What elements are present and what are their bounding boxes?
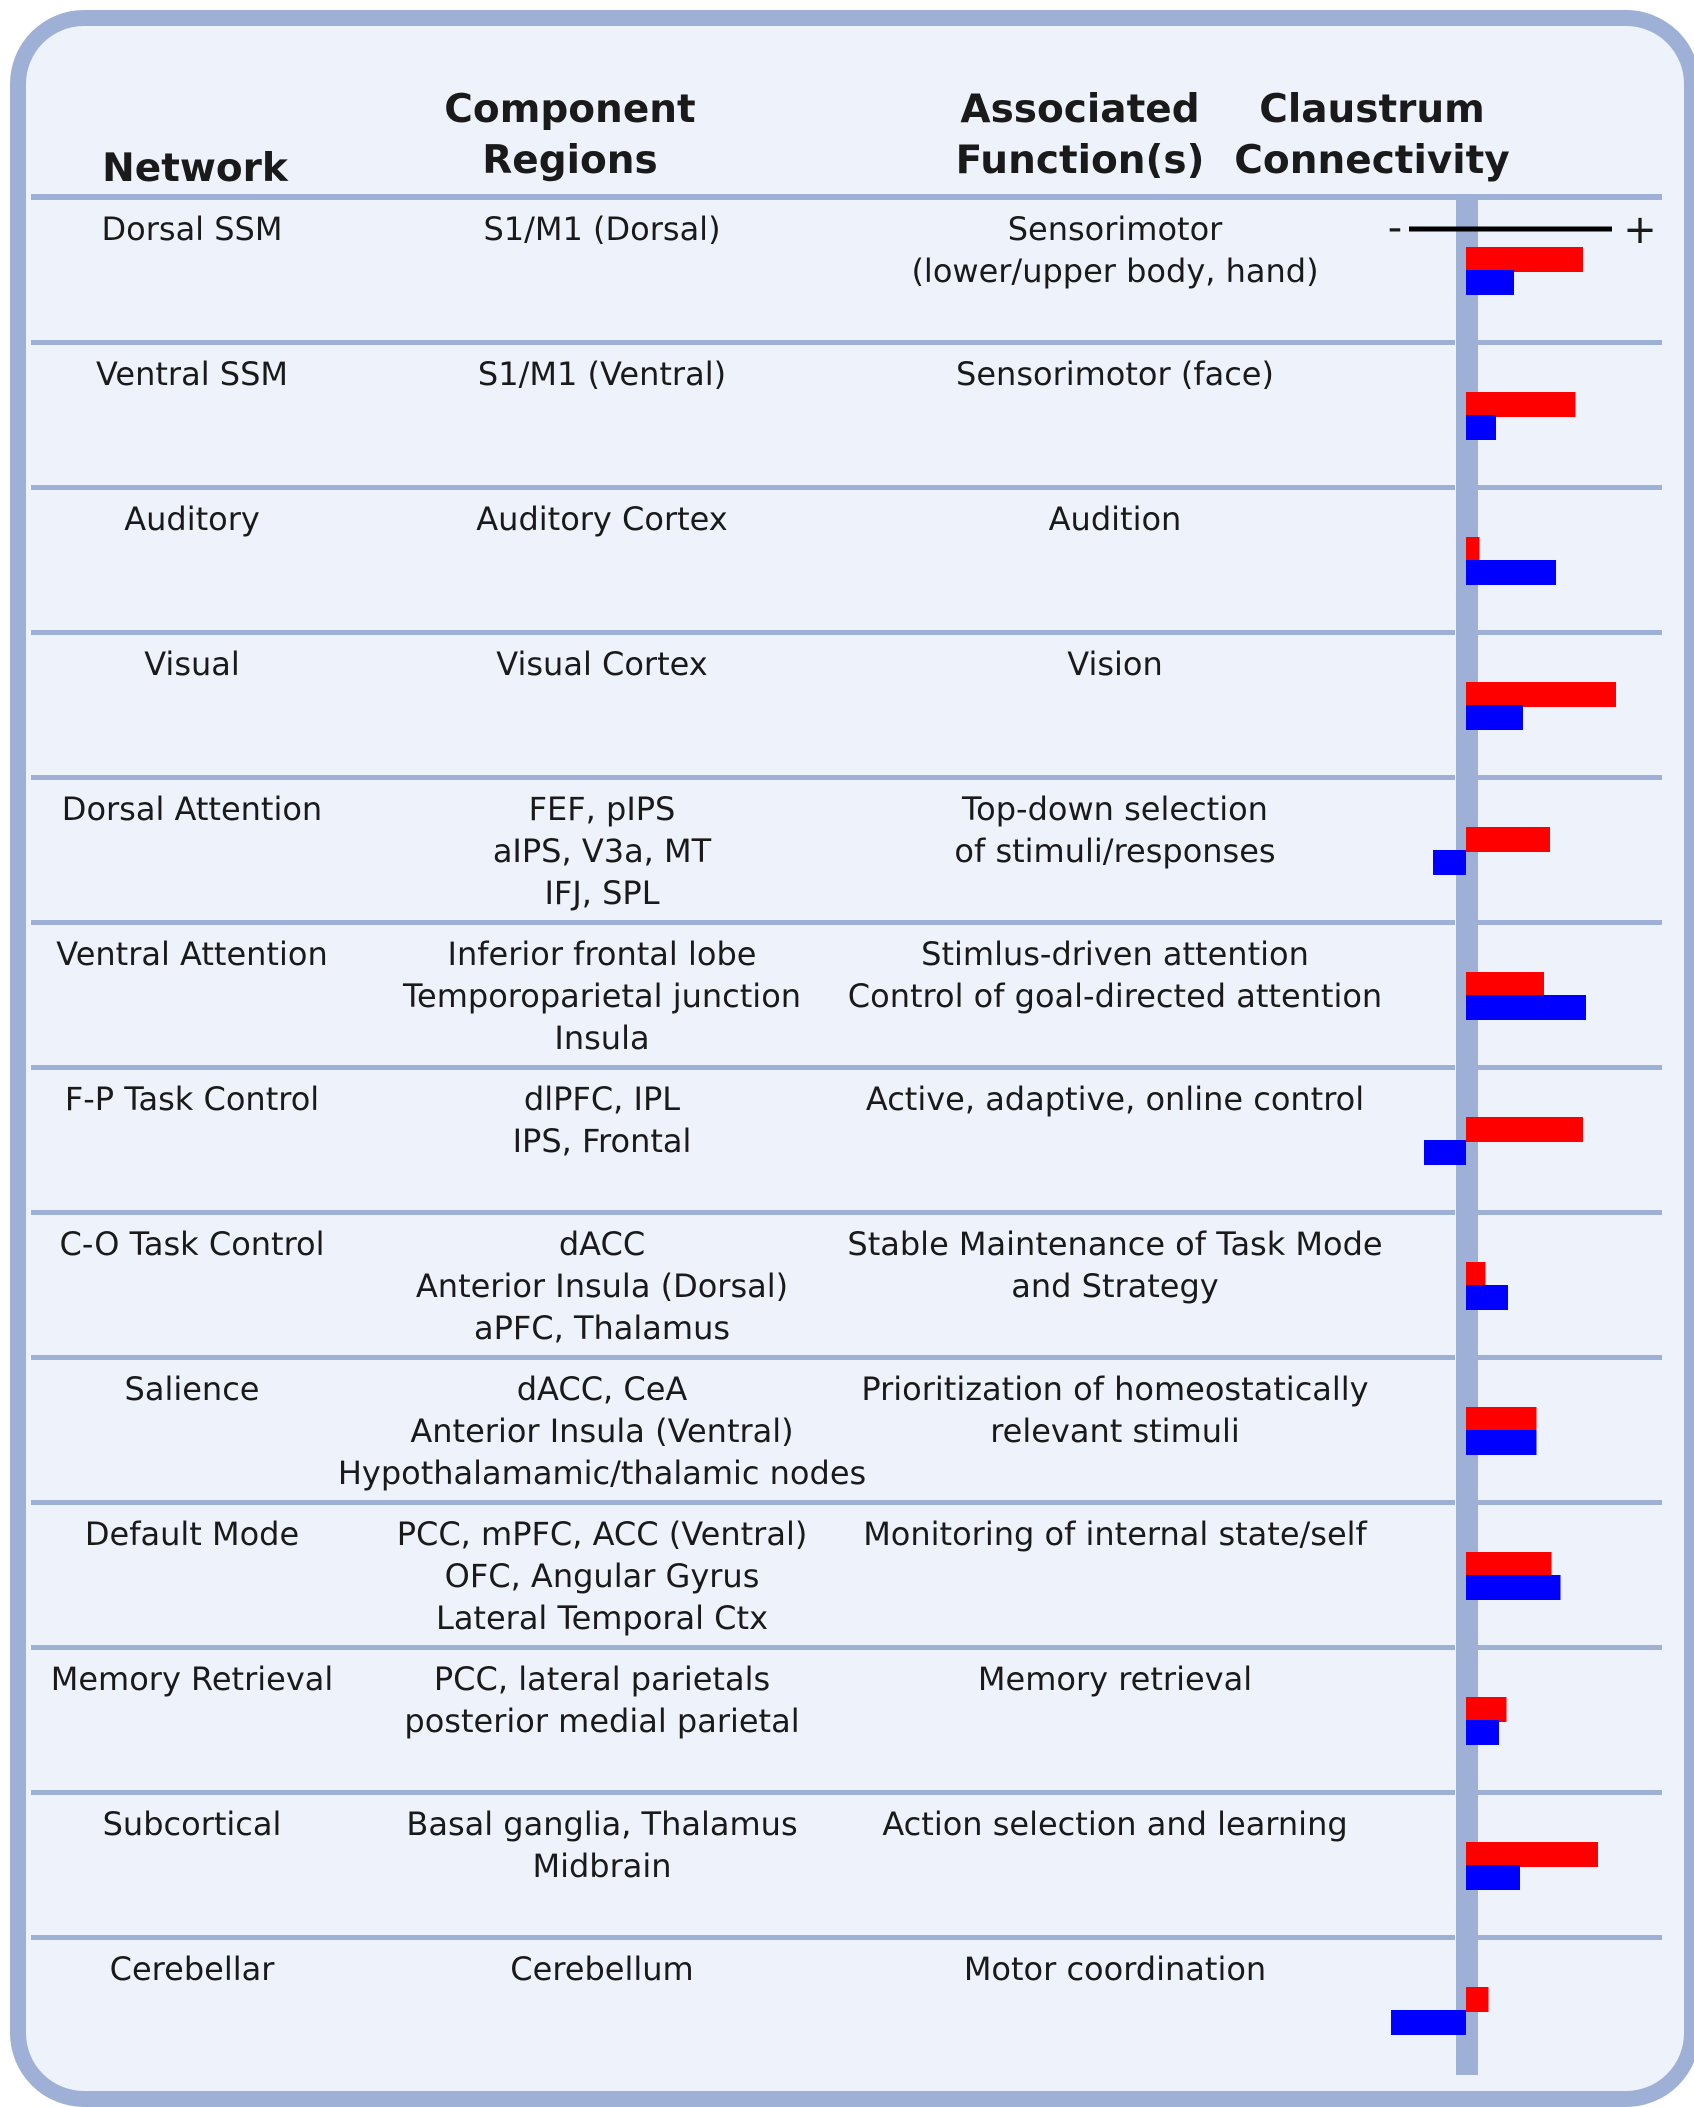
header-connectivity: Claustrum Connectivity [1234, 87, 1510, 183]
component-regions-line: Cerebellum [510, 1950, 694, 1988]
associated-functions-line: and Strategy [1011, 1267, 1219, 1305]
red-bar [1466, 1262, 1486, 1287]
red-bar [1466, 972, 1544, 997]
network-name-line: Default Mode [84, 1515, 300, 1553]
component-regions-line: dlPFC, IPL [523, 1080, 681, 1118]
component-regions-line: Anterior Insula (Dorsal) [415, 1267, 789, 1305]
associated-functions-line: Monitoring of internal state/self [863, 1515, 1367, 1553]
blue-bar [1466, 995, 1586, 1020]
header-functions: Associated Function(s) [955, 87, 1205, 183]
component-regions-line: posterior medial parietal [404, 1702, 800, 1740]
associated-functions-line: Memory retrieval [977, 1660, 1253, 1698]
blue-bar [1466, 1865, 1520, 1890]
associated-functions-line: Stable Maintenance of Task Mode [847, 1225, 1383, 1263]
blue-bar [1466, 705, 1523, 730]
associated-functions-line: (lower/upper body, hand) [911, 252, 1319, 290]
associated-functions-line: Prioritization of homeostatically [861, 1370, 1369, 1408]
component-regions-line: aPFC, Thalamus [473, 1309, 731, 1347]
component-regions-line: aIPS, V3a, MT [492, 832, 712, 870]
component-regions-line: PCC, mPFC, ACC (Ventral) [396, 1515, 808, 1553]
scale-plus-label: + [1623, 207, 1657, 253]
red-bar [1466, 1552, 1552, 1577]
header-network: Network [102, 146, 288, 191]
associated-functions-line: Control of goal-directed attention [847, 977, 1383, 1015]
component-regions-line: Anterior Insula (Ventral) [410, 1412, 794, 1450]
associated-functions-line: Stimlus-driven attention [921, 935, 1309, 973]
red-bar [1466, 682, 1616, 707]
component-regions-line: IFJ, SPL [544, 874, 660, 912]
component-regions-line: OFC, Angular Gyrus [444, 1557, 760, 1595]
component-regions-line: Lateral Temporal Ctx [435, 1599, 768, 1637]
red-bar [1466, 1697, 1507, 1722]
blue-bar [1466, 1285, 1508, 1310]
blue-bar [1466, 270, 1514, 295]
component-regions-line: Insula [554, 1019, 650, 1057]
network-name-line: Salience [124, 1370, 260, 1408]
network-name-line: Ventral SSM [96, 355, 288, 393]
component-regions-line: dACC, CeA [516, 1370, 688, 1408]
associated-functions-line: Active, adaptive, online control [865, 1080, 1365, 1118]
component-regions-line: S1/M1 (Dorsal) [483, 210, 721, 248]
component-regions-line: Temporoparietal junction [402, 977, 802, 1015]
component-regions-line: Inferior frontal lobe [447, 935, 757, 973]
network-name-line: Dorsal Attention [61, 790, 323, 828]
associated-functions-line: Audition [1048, 500, 1182, 538]
network-name-line: Subcortical [102, 1805, 282, 1843]
associated-functions-line: Vision [1067, 645, 1163, 683]
associated-functions-line: Sensorimotor (face) [956, 355, 1274, 393]
blue-bar [1466, 1430, 1537, 1455]
associated-functions-line: Motor coordination [963, 1950, 1267, 1988]
component-regions-line: Hypothalamamic/thalamic nodes [337, 1454, 867, 1492]
red-bar [1466, 392, 1576, 417]
component-regions-line: FEF, pIPS [528, 790, 676, 828]
blue-bar [1466, 1575, 1561, 1600]
red-bar [1466, 537, 1480, 562]
network-name-line: Visual [144, 645, 240, 683]
associated-functions-line: Sensorimotor [1007, 210, 1223, 248]
component-regions-line: Basal ganglia, Thalamus [406, 1805, 798, 1843]
component-regions-line: dACC [558, 1225, 646, 1263]
component-regions-line: Visual Cortex [496, 645, 708, 683]
component-regions-line: Auditory Cortex [476, 500, 728, 538]
associated-functions-line: Top-down selection [962, 790, 1268, 828]
scale-minus-label: - [1387, 205, 1403, 251]
associated-functions-line: of stimuli/responses [954, 832, 1276, 870]
red-bar [1466, 1987, 1489, 2012]
network-name-line: Memory Retrieval [50, 1660, 334, 1698]
blue-bar [1466, 415, 1496, 440]
blue-bar [1466, 560, 1556, 585]
network-name-line: Cerebellar [109, 1950, 275, 1988]
blue-bar [1466, 1720, 1499, 1745]
network-name-line: C-O Task Control [59, 1225, 325, 1263]
component-regions-line: IPS, Frontal [512, 1122, 692, 1160]
red-bar [1466, 1117, 1583, 1142]
component-regions-line: S1/M1 (Ventral) [477, 355, 727, 393]
red-bar [1466, 247, 1583, 272]
component-regions-line: Midbrain [532, 1847, 672, 1885]
associated-functions-line: relevant stimuli [990, 1412, 1240, 1450]
network-name-line: Dorsal SSM [101, 210, 283, 248]
blue-bar [1433, 850, 1466, 875]
network-name-line: Ventral Attention [56, 935, 328, 973]
red-bar [1466, 1407, 1537, 1432]
blue-bar [1391, 2010, 1466, 2035]
network-name-line: Auditory [124, 500, 260, 538]
network-name-line: F-P Task Control [64, 1080, 320, 1118]
component-regions-line: PCC, lateral parietals [433, 1660, 771, 1698]
blue-bar [1424, 1140, 1466, 1165]
associated-functions-line: Action selection and learning [882, 1805, 1348, 1843]
red-bar [1466, 827, 1550, 852]
header-regions: Component Regions [444, 87, 696, 183]
red-bar [1466, 1842, 1598, 1867]
